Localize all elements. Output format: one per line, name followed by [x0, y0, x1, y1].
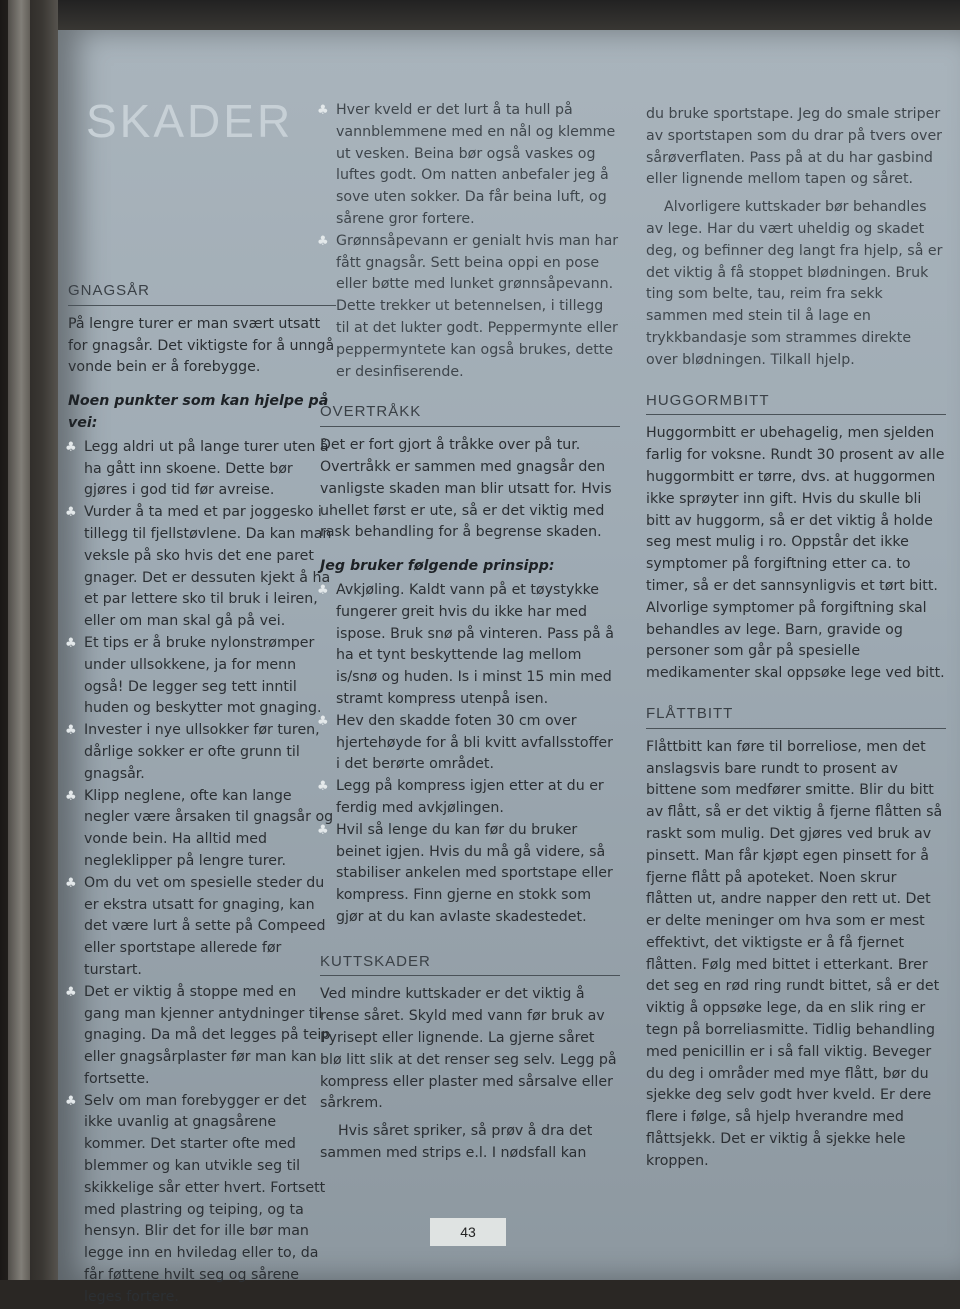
clover-icon: ♣: [317, 822, 329, 838]
column-1: [65, 280, 336, 1309]
kuttskader-paragraph-1: Ved mindre kuttskader er det viktig å rense såret. Skyld med vann før bruk av Pyrisept eller lignende. La gjerne såret blø litt slik at det renser seg selv. Legg på kompress eller plaster med sårsalve eller sårkrem.: [320, 986, 617, 1112]
list-item: ♣ Et tips er å bruke nylonstrømper under ullsokkene, ja for menn også! De legger seg tett inntil huden og beskytter mot gnaging.: [65, 634, 322, 717]
list-item: ♣ Hev den skadde foten 30 cm over hjertehøyde for å bli kvitt avfallsstoffer i det berørte området.: [317, 712, 613, 773]
section-heading-flattbitt: FLÅTTBITT: [646, 703, 946, 729]
clover-icon: ♣: [317, 582, 329, 598]
list-item: ♣ Legg aldri ut på lange turer uten å ha gått inn skoene. Dette bør gjøres i god tid før avreise.: [65, 438, 329, 499]
kuttskader-continued-1: du bruke sportstape. Jeg do smale striper av sportstapen som du drar på tvers over sårøverflaten. Pass på at du har gasbind eller lignende mellom tapen og såret.: [646, 106, 943, 188]
clover-icon: ♣: [65, 505, 77, 521]
huggormbitt-paragraph: Huggormbitt er ubehagelig, men sjelden farlig for voksne. Rundt 30 prosent av alle huggormbitt er tørre, dvs. at huggormen ikke sprøyter inn gift. Hvis du skulle bli bitt av huggorm, så er det viktig å holde seg mest mulig i ro. Oppstår det ikke symptomer på forgiftning etter ca. to timer, så er det sannsynligvis et tørt bitt. Alvorlige symptomer på forgiftning skal behandles av lege. Barn, gravide og personer som går på spesielle medikamenter skal oppsøke lege ved bitt.: [646, 425, 945, 682]
list-item: ♣ Hvil så lenge du kan før du bruker beinet igjen. Hvis du må gå videre, så stabiliser ankelen med sportstape eller kompress. Finn gjerne en stokk som gjør at du kan avlaste skadestedet.: [317, 821, 613, 925]
overtrakk-intro: Det er fort gjort å tråkke over på tur. Overtråkk er sammen med gnagsår den vanligste skaden man blir utsatt for. Hvis uhellet først er ute, så er det viktig med rask behandling for å begrense skaden.: [320, 437, 612, 541]
clover-icon: ♣: [65, 1093, 77, 1109]
kuttskader-continued-2: Alvorligere kuttskader bør behandles av lege. Har du vært uheldig og skadet deg, og befinner deg langt fra hjelp, så er det viktig å få stoppet blødningen. Bruk ting som belte, tau, reim fra sekk sammen med stein til å lage en trykkbandasje som strammes direkte over blødningen. Tilkall hjelp.: [646, 199, 943, 368]
section-heading-kuttskader: KUTTSKADER: [320, 951, 620, 977]
clover-icon: ♣: [317, 233, 329, 249]
section-heading-gnagsar: GNAGSÅR: [68, 280, 336, 306]
section-heading-huggormbitt: HUGGORMBITT: [646, 390, 946, 416]
list-item: ♣ Hver kveld er det lurt å ta hull på vannblemmene med en nål og klemme ut vesken. Beina bør også vaskes og luftes godt. Om natten anbefaler jeg å sove uten sokker. Da får beina luft, og sårene gror fortere.: [317, 102, 616, 227]
gnagsar-subheading: Noen punkter som kan hjelpe på vei:: [68, 393, 329, 431]
clover-icon: ♣: [65, 439, 77, 455]
clover-icon: ♣: [317, 103, 329, 118]
page-stack-edge: [8, 0, 30, 1280]
list-item: ♣ Invester i nye ullsokker før turen, dårlige sokker er ofte grunn til gnagsår.: [65, 722, 320, 782]
page-title: SKADER: [86, 95, 294, 147]
column-2: [317, 100, 620, 1165]
column-3: [646, 104, 946, 1173]
clover-icon: ♣: [65, 984, 77, 1000]
clover-icon: ♣: [65, 723, 77, 739]
list-item: ♣ Grønnsåpevann er genialt hvis man har fått gnagsår. Sett beina oppi en pose eller bøtte med lunket grønnsåpevann. Dette trekker ut betennelsen, i tillegg til at det lukter godt. Peppermynte eller peppermyntete kan også brukes, dette er desinfiserende.: [317, 232, 619, 380]
overtrakk-bullet-list: [317, 580, 620, 929]
section-heading-overtrakk: OVERTRÅKK: [320, 401, 620, 427]
gnagsar-bullet-list: [65, 437, 336, 1309]
clover-icon: ♣: [317, 779, 329, 795]
gnagsar-intro: På lengre turer er man svært utsatt for gnagsår. Det viktigste for å unngå vonde bein er å forebygge.: [68, 315, 335, 376]
flattbitt-paragraph: Flåttbitt kan føre til borreliose, men det anslagsvis bare rundt to prosent av bittene som medfører smitte. Blir du bitt av flått, så er det viktig å fjerne flåtten så raskt som mulig. Det gjøres ved bruk av pinsett. Man får kjøpt egen pinsett for å fjerne flått på apoteket. Noen skrur flåtten ut, andre napper den rett ut. Det er delte meninger om hva som er mest effektivt, det viktigste er å få fjernet flåtten. Følg med bittet i etterkant. Brer det seg en rød ring rundt bittet, så er det viktig å oppsøke lege, da en slik ring er tegn på borreliasmitte. Tidlig behandling med penicillin er i så fall viktig. Beveger du deg i områder med mye flått, bør du sjekke deg selv godt hver kveld. Er dere flere i følge, så hjelp hverandre med flåttsjekk. Det er viktig å sjekke hele kroppen.: [646, 738, 943, 1169]
gnagsar-continued-list: [317, 100, 620, 383]
overtrakk-subheading: Jeg bruker følgende prinsipp:: [320, 558, 555, 575]
list-item: ♣ Klipp neglene, ofte kan lange negler være årsaken til gnagsår og vonde bein. Ha alltid med negleklipper på lengre turer.: [65, 787, 334, 869]
list-item: ♣ Vurder å ta med et par joggesko i tillegg til fjellstøvlene. Da kan man veksle på sko hvis det ene paret gnager. Det er dessuten kjekt å ha et par lettere sko til bruk i leiren, eller om man skal gå på vei.: [65, 504, 332, 630]
clover-icon: ♣: [317, 713, 329, 729]
list-item: ♣ Legg på kompress igjen etter at du er ferdig med avkjølingen.: [317, 778, 604, 816]
clover-icon: ♣: [65, 635, 77, 651]
book-page: [58, 30, 960, 1305]
list-item: ♣ Det er viktig å stoppe med en gang man kjenner antydninger til gnaging. Da må det legges på teip eller gnagsårplaster før man kan fortsette.: [65, 983, 331, 1087]
page-number: 43: [430, 1218, 506, 1246]
list-item: ♣ Om du vet om spesielle steder du er ekstra utsatt for gnaging, kan det være lurt å sette på Compeed eller sportstape allerede før turstart.: [65, 874, 326, 978]
list-item: ♣ Avkjøling. Kaldt vann på et tøystykke fungerer greit hvis du ikke har med ispose. Bruk snø på vinteren. Pass på å ha et tynt beskyttende lag mellom is/snø og huden. Is i minst 15 min med stramt kompress utenpå isen.: [317, 581, 614, 707]
clover-icon: ♣: [65, 875, 77, 891]
kuttskader-paragraph-2: Hvis såret spriker, så prøv å dra det sammen med strips e.l. I nødsfall kan: [320, 1123, 593, 1162]
list-item: ♣ Selv om man forebygger er det ikke uvanlig at gnagsårene kommer. Det starter ofte med blemmer og kan utvikle seg til skikkelige sår etter hvert. Fortsett med plastring og teiping, og ta hensyn. Blir det for ille bør man legge inn en hviledag eller to, da får føttene hvilt seg og sårene leges fortere.: [65, 1092, 326, 1305]
top-shadow: [58, 0, 960, 34]
clover-icon: ♣: [65, 788, 77, 804]
